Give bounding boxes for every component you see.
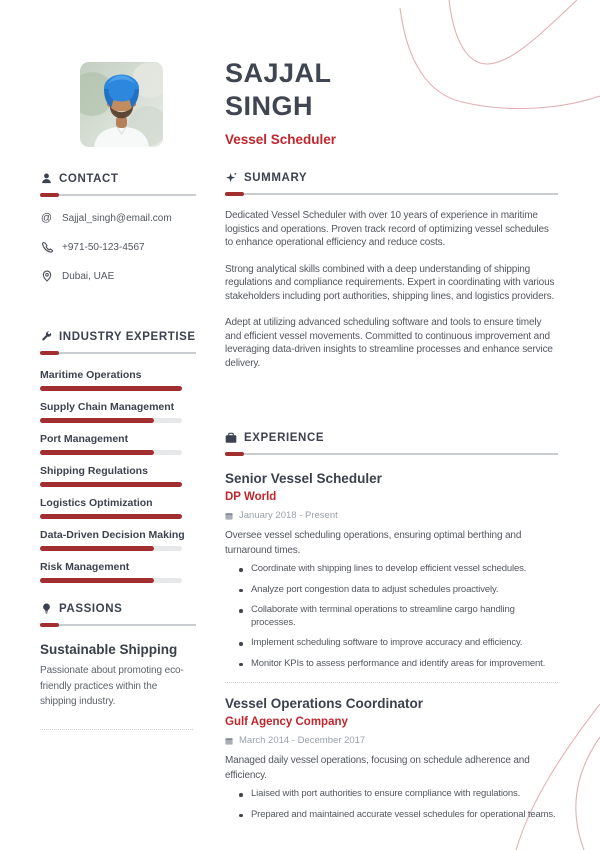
passions-divider bbox=[40, 623, 196, 627]
skill-bar-fill bbox=[40, 578, 154, 583]
summary-heading: SUMMARY bbox=[244, 171, 308, 184]
skill-name: Supply Chain Management bbox=[40, 401, 175, 413]
top-right-curve-inner bbox=[449, 0, 577, 64]
experience-divider bbox=[225, 452, 558, 456]
contact-location: Dubai, UAE bbox=[62, 270, 115, 282]
job-entry bbox=[225, 470, 558, 670]
summary-section bbox=[225, 171, 558, 383]
contact-divider bbox=[40, 193, 196, 197]
top-right-curve-outer bbox=[400, 8, 600, 109]
contact-row-phone bbox=[40, 239, 196, 255]
contact-section bbox=[40, 172, 196, 297]
skill-bar-track bbox=[40, 482, 182, 487]
jobs-list bbox=[225, 470, 558, 821]
skill-item bbox=[40, 433, 196, 455]
contact-heading: CONTACT bbox=[59, 172, 119, 185]
skill-bar-track bbox=[40, 514, 182, 519]
summary-paragraph: Strong analytical skills combined with a deep understanding of shipping regulations and compliance requirements. Expert in coordinating with various stakeholders including port authorities, shipping lines, and logistics providers. bbox=[225, 263, 555, 302]
skill-bar-track bbox=[40, 450, 182, 455]
industry-expertise-divider bbox=[40, 351, 196, 355]
job-description: Oversee vessel scheduling operations, ensuring optimal berthing and turnaround times. bbox=[225, 530, 522, 556]
industry-expertise-section bbox=[40, 330, 196, 593]
job-bullet: Collaborate with terminal operations to streamline cargo handling processes. bbox=[238, 604, 558, 629]
job-date: January 2018 - Present bbox=[239, 510, 338, 521]
briefcase-icon bbox=[225, 432, 237, 444]
calendar-icon bbox=[225, 512, 233, 520]
job-date: March 2014 - December 2017 bbox=[239, 735, 366, 746]
passions-bottom-divider bbox=[40, 729, 193, 730]
sparkle-icon bbox=[225, 172, 237, 184]
job-bullet: Implement scheduling software to improve accuracy and efficiency. bbox=[238, 637, 558, 650]
skill-bar-track bbox=[40, 386, 182, 391]
job-date-row bbox=[225, 735, 558, 746]
job-bullet: Prepared and maintained accurate vessel schedules for operational teams. bbox=[238, 809, 558, 822]
job-bullet: Coordinate with shipping lines to develop efficient vessel schedules. bbox=[238, 563, 558, 576]
job-title: Vessel Operations Coordinator bbox=[225, 696, 424, 711]
skill-bar-fill bbox=[40, 450, 154, 455]
skill-bar-fill bbox=[40, 482, 182, 487]
person-icon bbox=[40, 173, 52, 185]
job-description: Managed daily vessel operations, focusing on schedule adherence and efficiency. bbox=[225, 755, 530, 781]
passions-section bbox=[40, 602, 196, 730]
skill-item bbox=[40, 561, 196, 583]
bottom-right-curve-inner bbox=[576, 737, 600, 850]
person-job-title: Vessel Scheduler bbox=[225, 132, 337, 147]
passions-heading: PASSIONS bbox=[59, 602, 123, 615]
at-icon: @ bbox=[40, 212, 53, 224]
profile-photo bbox=[80, 62, 163, 147]
experience-heading: EXPERIENCE bbox=[244, 431, 325, 444]
summary-paragraph: Adept at utilizing advanced scheduling software and tools to ensure timely and efficient vessel movements. Committed to continuous improvement and leveraging data-driven insights to streamline processes and enhance service delivery. bbox=[225, 317, 553, 369]
contact-row-email bbox=[40, 210, 196, 226]
job-bullets bbox=[225, 788, 558, 821]
calendar-icon bbox=[225, 737, 233, 745]
job-company: Gulf Agency Company bbox=[225, 716, 348, 728]
contact-email: Sajjal_singh@email.com bbox=[62, 212, 172, 224]
job-separator bbox=[225, 682, 558, 683]
skill-bar-track bbox=[40, 418, 182, 423]
wrench-icon bbox=[40, 331, 52, 343]
skill-bar-fill bbox=[40, 514, 182, 519]
contact-row-location bbox=[40, 268, 196, 284]
passion-text: Passionate about promoting eco-friendly practices within the shipping industry. bbox=[40, 665, 184, 707]
job-bullet: Analyze port congestion data to adjust schedules proactively. bbox=[238, 584, 558, 597]
skill-bar-fill bbox=[40, 386, 182, 391]
skill-name: Shipping Regulations bbox=[40, 465, 148, 477]
skill-name: Risk Management bbox=[40, 561, 130, 573]
job-title: Senior Vessel Scheduler bbox=[225, 471, 382, 486]
skill-item bbox=[40, 497, 196, 519]
passion-title: Sustainable Shipping bbox=[40, 642, 178, 657]
skill-name: Maritime Operations bbox=[40, 369, 142, 381]
job-bullet: Liaised with port authorities to ensure compliance with regulations. bbox=[238, 788, 558, 801]
skill-item bbox=[40, 529, 196, 551]
job-bullets bbox=[225, 563, 558, 670]
skill-bar-fill bbox=[40, 418, 154, 423]
job-date-row bbox=[225, 510, 558, 521]
summary-paragraph: Dedicated Vessel Scheduler with over 10 years of experience in maritime logistics and operations. Proven track record of optimizing vessel schedules to enhance operational efficiency and reduce costs. bbox=[225, 210, 549, 248]
last-name: SINGH bbox=[225, 91, 314, 121]
lightbulb-icon bbox=[40, 603, 52, 615]
industry-expertise-heading: INDUSTRY EXPERTISE bbox=[59, 330, 196, 343]
experience-section bbox=[225, 431, 558, 829]
skill-bar-track bbox=[40, 578, 182, 583]
skill-item bbox=[40, 465, 196, 487]
job-company: DP World bbox=[225, 491, 277, 503]
summary-divider bbox=[225, 192, 558, 196]
location-pin-icon bbox=[40, 270, 53, 282]
skill-bar-track bbox=[40, 546, 182, 551]
contact-phone: +971-50-123-4567 bbox=[62, 241, 145, 253]
first-name: SAJJAL bbox=[225, 58, 332, 88]
skills-list bbox=[40, 369, 196, 583]
skill-item bbox=[40, 369, 196, 391]
skill-name: Port Management bbox=[40, 433, 129, 445]
job-entry bbox=[225, 695, 558, 821]
skill-name: Logistics Optimization bbox=[40, 497, 153, 509]
summary-paragraphs bbox=[225, 209, 558, 370]
skill-item bbox=[40, 401, 196, 423]
job-bullet: Monitor KPIs to assess performance and identify areas for improvement. bbox=[238, 658, 558, 671]
phone-icon bbox=[40, 241, 53, 253]
skill-bar-fill bbox=[40, 546, 154, 551]
skill-name: Data-Driven Decision Making bbox=[40, 529, 185, 541]
